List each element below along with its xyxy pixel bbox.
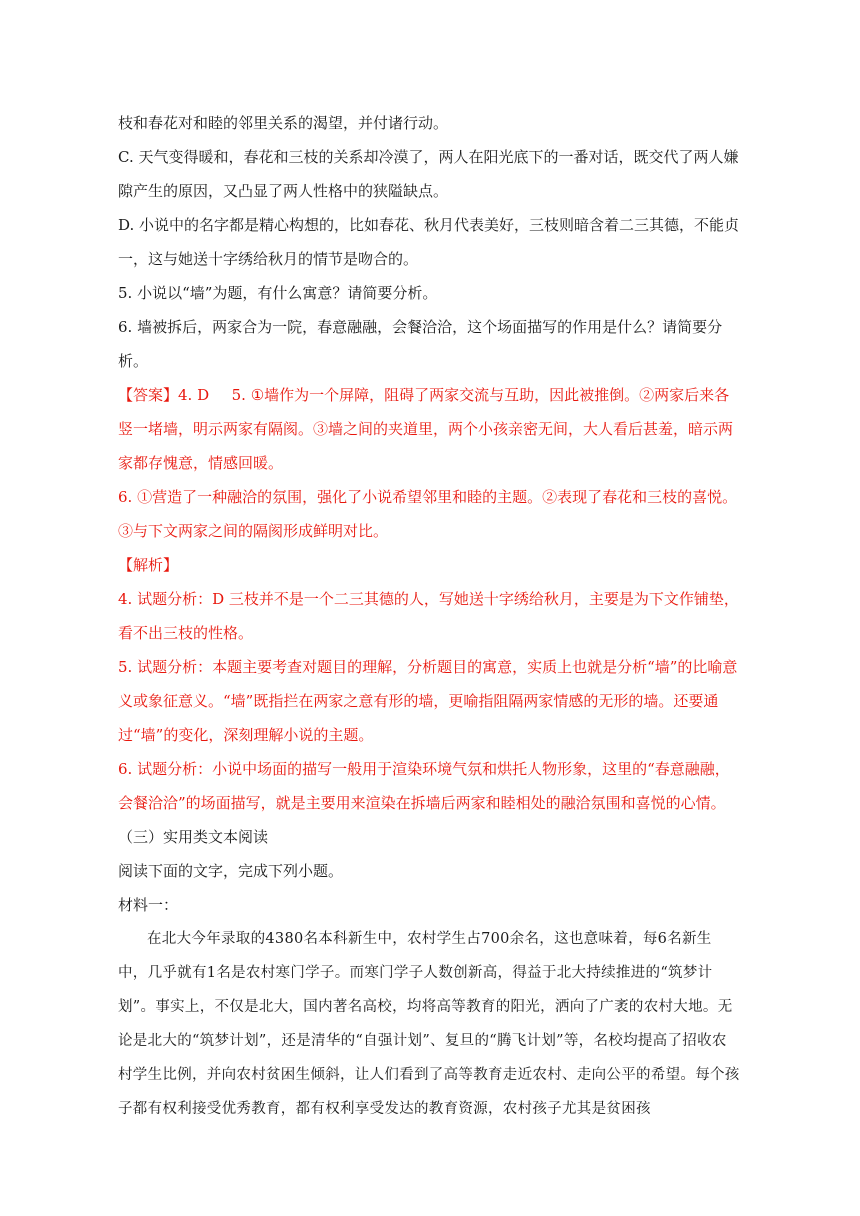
option-c: C. 天气变得暖和，春花和三枝的关系却冷漠了，两人在阳光底下的一番对话，既交代了两人嫌隙产生的原因，又凸显了两人性格中的狭隘缺点。 <box>118 148 739 200</box>
analysis-label: 【解析】 <box>118 556 179 574</box>
option-d: D. 小说中的名字都是精心构想的，比如春花、秋月代表美好，三枝则暗含着二三其德，不能贞一，这与她送十字绣给秋月的情节是吻合的。 <box>118 216 740 268</box>
option-b-continuation: 枝和春花对和睦的邻里关系的渴望，并付诸行动。 <box>118 114 449 132</box>
document-content <box>118 106 740 1126</box>
analysis-4: 4. 试题分析：D 三枝并不是一个二三其德的人，写她送十字绣给秋月，主要是为下文作铺垫，看不出三枝的性格。 <box>118 590 739 642</box>
analysis-5: 5. 试题分析：本题主要考查对题目的理解，分析题目的寓意，实质上也就是分析“墙”的比喻意义或象征意义。“墙”既指拦在两家之意有形的墙，更喻指阻隔两家情感的无形的墙。还要通过“墙”的变化，深刻理解小说的主题。 <box>118 658 738 744</box>
section-heading: （三）实用类文本阅读 <box>118 828 269 846</box>
analysis-6: 6. 试题分析：小说中场面的描写一般用于渲染环境气氛和烘托人物形象，这里的“春意融融，会餐洽洽”的场面描写，就是主要用来渲染在拆墙后两家和睦相处的融洽氛围和喜悦的心情。 <box>118 760 730 812</box>
question-6: 6. 墙被拆后，两家合为一院，春意融融，会餐洽洽，这个场面描写的作用是什么？请简要分析。 <box>118 318 723 370</box>
answer-label: 【答案】4. D <box>118 386 210 404</box>
answer-6: 6. ①营造了一种融洽的氛围，强化了小说希望邻里和睦的主题。②表现了春花和三枝的喜悦。③与下文两家之间的隔阂形成鲜明对比。 <box>118 488 738 540</box>
section-instruction: 阅读下面的文字，完成下列小题。 <box>118 862 344 880</box>
material-label: 材料一： <box>118 896 179 914</box>
material-paragraph: 在北大今年录取的4380名本科新生中，农村学生占700余名，这也意味着，每6名新生中，几乎就有1名是农村寒门学子。而寒门学子人数创新高，得益于北大持续推进的“筑梦计划”。事实上，不仅是北大，国内著名高校，均将高等教育的阳光，洒向了广袤的农村大地。无论是北大的“筑梦计划”，还是清华的“自强计划”、复旦的“腾飞计划”等，名校均提高了招收农村学生比例，并向农村贫困生倾斜，让人们看到了高等教育走近农村、走向公平的希望。每个孩子都有权利接受优秀教育，都有权利享受发达的教育资源，农村孩子尤其是贫困孩 <box>118 931 740 1117</box>
answer-block <box>118 378 740 480</box>
answer-5: 5. ①墙作为一个屏障，阻碍了两家交流与互助，因此被推倒。②两家后来各竖一堵墙，明示两家有隔阂。③墙之间的夹道里，两个小孩亲密无间，大人看后甚羞，暗示两家都存愧意，情感回暖。 <box>118 386 734 472</box>
question-5: 5. 小说以“墙”为题，有什么寓意？请简要分析。 <box>118 284 438 302</box>
